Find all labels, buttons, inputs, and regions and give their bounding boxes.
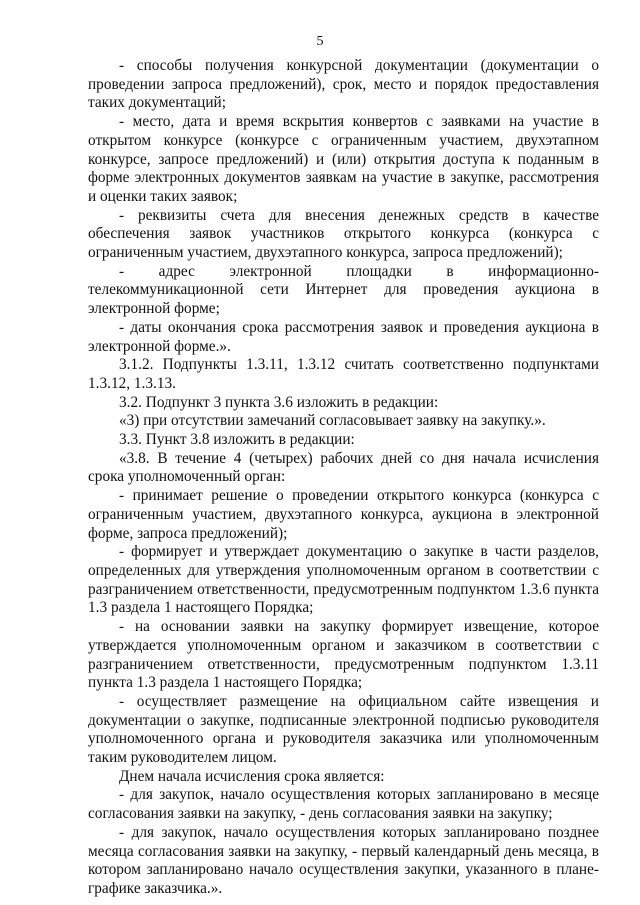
paragraph: - на основании заявки на закупку формирует извещение, которое утверждается уполномоченным органом и заказчиком в соответствии с разграничением ответственности, предусмотренным подпунктом 1.3.11 пункта 1.3 раздела 1 настоящего Порядка; — [88, 618, 599, 692]
paragraph: - осуществляет размещение на официальном сайте извещения и документации о закупке, подписанные электронной подписью руководителя уполномоченного органа и руководителя заказчика или уполномоченным таким руководителем лицом. — [88, 692, 599, 767]
document-body — [88, 57, 599, 899]
paragraph: - даты окончания срока рассмотрения заявок и проведения аукциона в электронной форме.». — [88, 318, 599, 355]
paragraph: - для закупок, начало осуществления которых запланировано позднее месяца согласования заявки на закупку, - первый календарный день месяца, в котором запланировано начало осуществления закупки, указанного в плане-графике заказчика.». — [88, 823, 599, 897]
paragraph: - место, дата и время вскрытия конвертов с заявками на участие в открытом конкурсе (конкурсе с ограниченным участием, двухэтапном конкурсе, запросе предложений) и (или) открытия доступа к поданным в форме электронных документов заявкам на участие в закупке, рассмотрения и оценки таких заявок; — [88, 113, 599, 205]
paragraph: - для закупок, начало осуществления которых запланировано в месяце согласования заявки на закупку, - день согласования заявки на закупку; — [88, 786, 599, 823]
paragraph: - реквизиты счета для внесения денежных средств в качестве обеспечения заявок участников открытого конкурса (конкурса с ограниченным участием, двухэтапного конкурса, запроса предложений); — [88, 206, 599, 262]
paragraph: - принимает решение о проведении открытого конкурса (конкурса с ограниченным участием, двухэтапного конкурса, аукциона в электронной форме, запроса предложений); — [88, 487, 599, 542]
paragraph: Днем начала исчисления срока является: — [119, 767, 385, 785]
paragraph: - формирует и утверждает документацию о закупке в части разделов, определенных для утверждения уполномоченным органом в соответствии с разграничением ответственности, предусмотренным подпунктом 1.3.6 пункта 1.3 раздела 1 настоящего Порядка; — [88, 543, 599, 617]
paragraph: 3.1.2. Подпункты 1.3.11, 1.3.12 считать соответственно подпунктами 1.3.12, 1.3.13. — [88, 356, 599, 392]
paragraph: 3.3. Пункт 3.8 изложить в редакции: — [119, 431, 355, 449]
paragraph: - способы получения конкурсной документации (документации о проведении запроса предложений), срок, место и порядок предоставления таких документаций; — [88, 57, 599, 112]
paragraph: «3.8. В течение 4 (четырех) рабочих дней со дня начала исчисления срока уполномоченный орган: — [88, 449, 599, 486]
paragraph: - адрес электронной площадки в информационно-телекоммуникационной сети Интернет для проведения аукциона в электронной форме; — [88, 262, 599, 318]
paragraph: 3.2. Подпункт 3 пункта 3.6 изложить в редакции: — [119, 393, 439, 411]
page-number: 5 — [316, 34, 324, 49]
paragraph: «3) при отсутствии замечаний согласовывает заявку на закупку.». — [119, 412, 546, 430]
